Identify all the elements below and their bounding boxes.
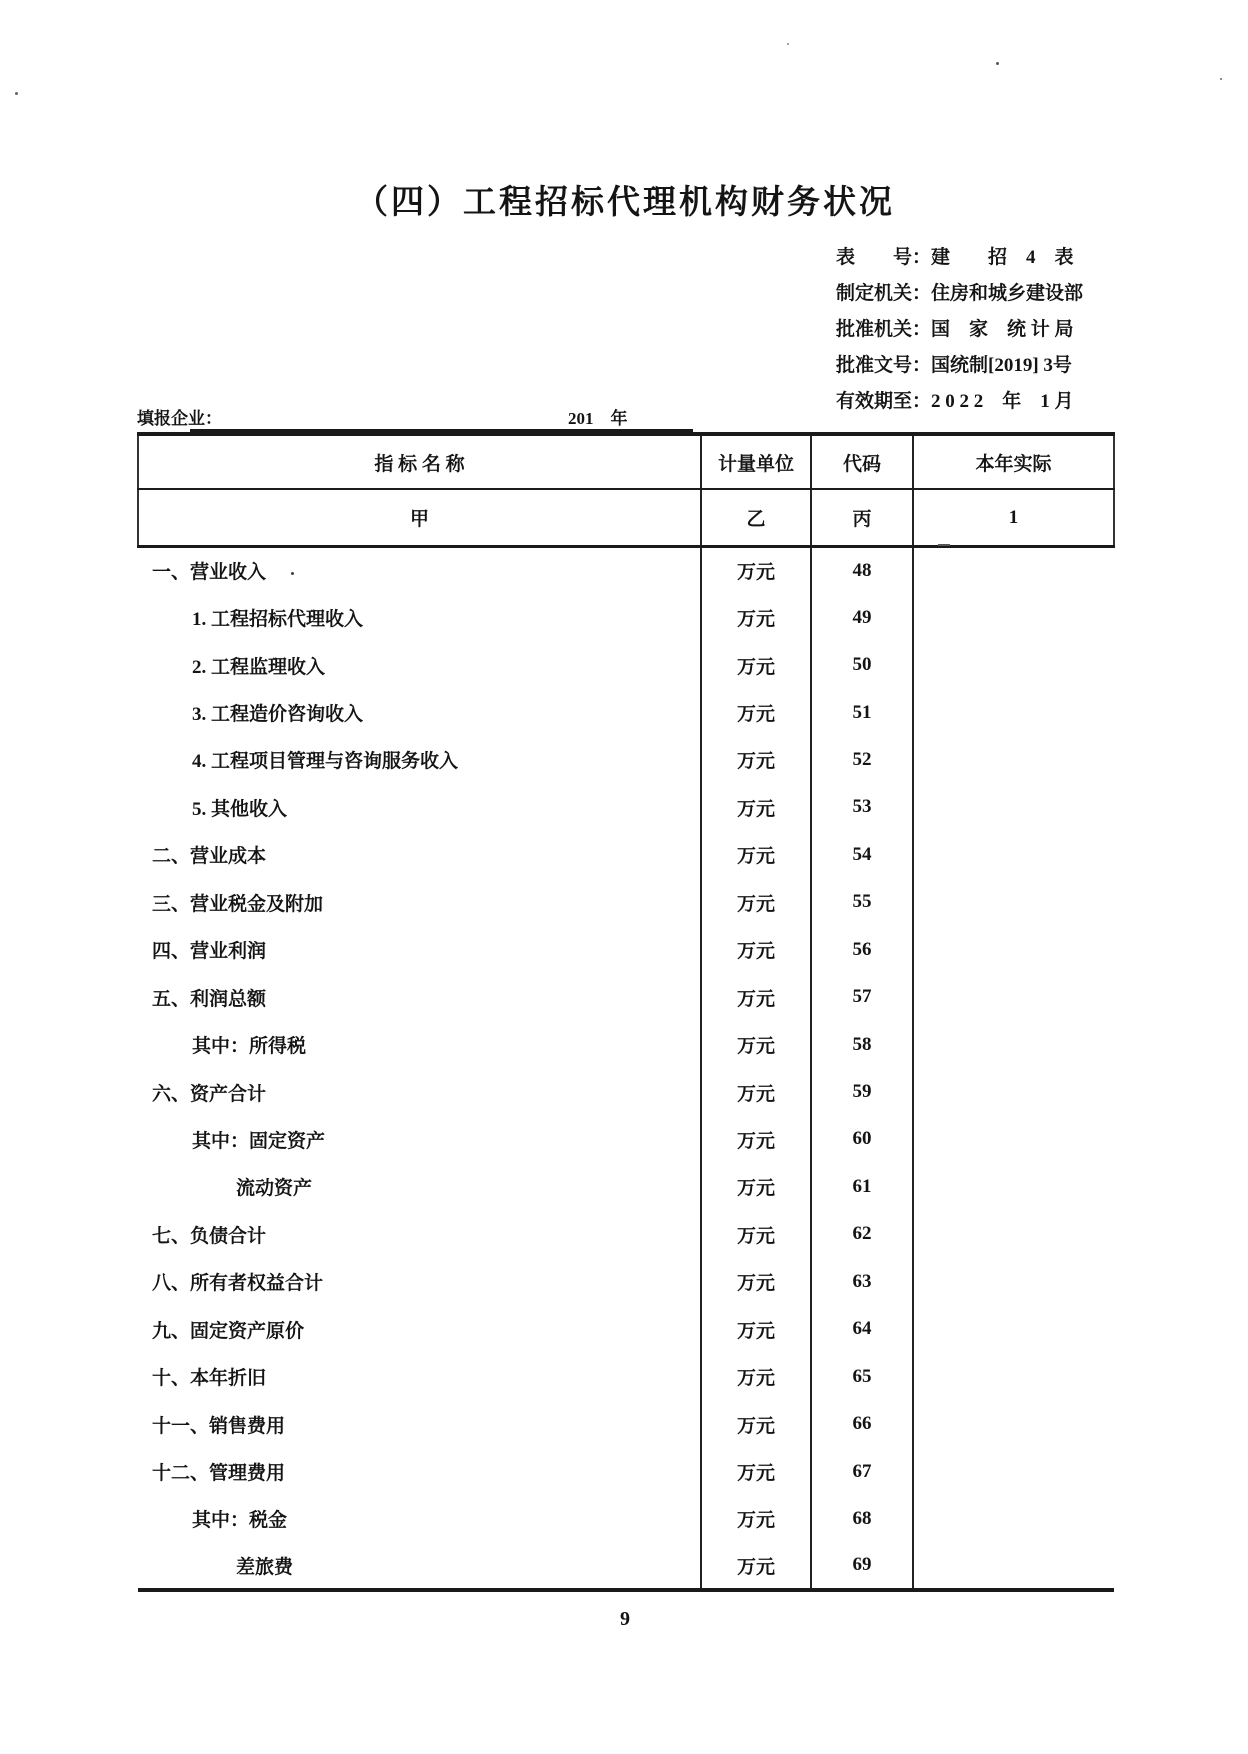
actual-value-cell (913, 594, 1114, 641)
indicator-cell: 十一、销售费用 (152, 1415, 286, 1437)
scan-speck (15, 92, 18, 95)
table-row (138, 689, 1114, 736)
indicator-cell: 八、所有者权益合计 (152, 1273, 324, 1295)
table-row (138, 1306, 1114, 1353)
table-row (138, 926, 1114, 973)
indicator-cell: 九、固定资产原价 (152, 1320, 305, 1342)
subheader-code: 丙 (811, 489, 913, 547)
scan-artifact-dash (938, 544, 950, 546)
col-header-indicator: 指 标 名 称 (138, 434, 701, 489)
code-cell: 53 (811, 784, 913, 831)
indicator-cell: 2. 工程监理收入 (192, 656, 326, 678)
unit-cell: 万元 (701, 1353, 811, 1400)
table-body (138, 547, 1114, 1591)
table-header-row (138, 434, 1114, 489)
unit-cell: 万元 (701, 1306, 811, 1353)
code-cell: 51 (811, 689, 913, 736)
actual-value-cell (913, 784, 1114, 831)
code-cell: 65 (811, 1353, 913, 1400)
actual-value-cell (913, 641, 1114, 688)
unit-cell: 万元 (701, 1021, 811, 1068)
actual-value-cell (913, 547, 1114, 594)
code-cell: 69 (811, 1543, 913, 1590)
table-row (138, 879, 1114, 926)
meta-line: 表 号：建 招 4 表 (836, 247, 1074, 268)
meta-line: 有效期至：2 0 2 2 年 1 月 (836, 391, 1074, 412)
code-cell: 54 (811, 831, 913, 878)
code-cell: 61 (811, 1163, 913, 1210)
table-row (138, 1163, 1114, 1210)
actual-value-cell (913, 736, 1114, 783)
table-row (138, 1400, 1114, 1447)
code-cell: 52 (811, 736, 913, 783)
unit-cell: 万元 (701, 973, 811, 1020)
code-cell: 60 (811, 1116, 913, 1163)
unit-cell: 万元 (701, 1163, 811, 1210)
actual-value-cell (913, 1163, 1114, 1210)
indicator-cell: 二、营业成本 (152, 846, 267, 868)
indicator-cell: 六、资产合计 (152, 1083, 267, 1105)
indicator-cell: 十二、管理费用 (152, 1463, 286, 1485)
form-meta-block (836, 240, 1126, 420)
actual-value-cell (913, 1495, 1114, 1542)
actual-value-cell (913, 879, 1114, 926)
actual-value-cell (913, 926, 1114, 973)
report-year: 201 年 (568, 409, 628, 428)
unit-cell: 万元 (701, 879, 811, 926)
indicator-cell: 其中：税金 (192, 1510, 288, 1532)
code-cell: 64 (811, 1306, 913, 1353)
indicator-cell: 十、本年折旧 (152, 1368, 267, 1390)
scan-speck (787, 43, 789, 45)
indicator-cell: 其中：所得税 (192, 1036, 307, 1058)
indicator-cell: 其中：固定资产 (192, 1130, 326, 1152)
subheader-actual: 1 (913, 489, 1114, 547)
code-cell: 67 (811, 1448, 913, 1495)
financial-status-table (137, 432, 1115, 1592)
indicator-cell: 差旅费 (236, 1556, 294, 1578)
unit-cell: 万元 (701, 831, 811, 878)
unit-cell: 万元 (701, 1258, 811, 1305)
code-cell: 68 (811, 1495, 913, 1542)
code-cell: 56 (811, 926, 913, 973)
indicator-cell: 5. 其他收入 (192, 798, 288, 820)
table-row (138, 1211, 1114, 1258)
table-row (138, 1258, 1114, 1305)
unit-cell: 万元 (701, 594, 811, 641)
unit-cell: 万元 (701, 1448, 811, 1495)
table-subheader-row (138, 489, 1114, 547)
unit-cell: 万元 (701, 1543, 811, 1590)
table-row (138, 1543, 1114, 1590)
actual-value-cell (913, 1448, 1114, 1495)
indicator-cell: 3. 工程造价咨询收入 (192, 704, 364, 726)
table-row (138, 831, 1114, 878)
unit-cell: 万元 (701, 1068, 811, 1115)
table-row (138, 1448, 1114, 1495)
code-cell: 63 (811, 1258, 913, 1305)
indicator-cell: 四、营业利润 (152, 941, 267, 963)
table-row (138, 547, 1114, 594)
scan-speck (996, 62, 999, 65)
actual-value-cell (913, 1211, 1114, 1258)
unit-cell: 万元 (701, 736, 811, 783)
actual-value-cell (913, 973, 1114, 1020)
indicator-cell: 流动资产 (236, 1178, 313, 1200)
code-cell: 55 (811, 879, 913, 926)
code-cell: 49 (811, 594, 913, 641)
indicator-cell: 4. 工程项目管理与咨询服务收入 (192, 751, 459, 773)
subheader-unit: 乙 (701, 489, 811, 547)
actual-value-cell (913, 1258, 1114, 1305)
indicator-cell: 三、营业税金及附加 (152, 893, 324, 915)
actual-value-cell (913, 1353, 1114, 1400)
unit-cell: 万元 (701, 1495, 811, 1542)
reporting-entity-label: 填报企业： (137, 409, 222, 428)
code-cell: 58 (811, 1021, 913, 1068)
code-cell: 66 (811, 1400, 913, 1447)
unit-cell: 万元 (701, 689, 811, 736)
page-number: 9 (620, 1608, 630, 1630)
unit-cell: 万元 (701, 1116, 811, 1163)
table-row (138, 1116, 1114, 1163)
actual-value-cell (913, 1400, 1114, 1447)
meta-line: 制定机关：住房和城乡建设部 (836, 283, 1084, 304)
unit-cell: 万元 (701, 1400, 811, 1447)
col-header-code: 代码 (811, 434, 913, 489)
indicator-cell: 1. 工程招标代理收入 (192, 609, 364, 631)
actual-value-cell (913, 689, 1114, 736)
indicator-cell: 一、营业收入 (152, 562, 267, 584)
indicator-cell: 七、负债合计 (152, 1225, 267, 1247)
table-row (138, 641, 1114, 688)
unit-cell: 万元 (701, 784, 811, 831)
col-header-unit: 计量单位 (701, 434, 811, 489)
actual-value-cell (913, 1543, 1114, 1590)
unit-cell: 万元 (701, 1211, 811, 1258)
scan-speck (1220, 78, 1222, 80)
scan-speck (291, 572, 294, 575)
table-row (138, 1495, 1114, 1542)
unit-cell: 万元 (701, 641, 811, 688)
code-cell: 48 (811, 547, 913, 594)
actual-value-cell (913, 831, 1114, 878)
actual-value-cell (913, 1306, 1114, 1353)
col-header-actual: 本年实际 (913, 434, 1114, 489)
code-cell: 57 (811, 973, 913, 1020)
meta-line: 批准机关：国 家 统 计 局 (836, 319, 1074, 340)
code-cell: 59 (811, 1068, 913, 1115)
unit-cell: 万元 (701, 547, 811, 594)
indicator-cell: 五、利润总额 (152, 988, 267, 1010)
meta-line: 批准文号：国统制[2019] 3号 (836, 355, 1072, 376)
table-row (138, 1068, 1114, 1115)
page-title: （四）工程招标代理机构财务状况 (355, 185, 895, 221)
actual-value-cell (913, 1116, 1114, 1163)
subheader-indicator: 甲 (138, 489, 701, 547)
table-row (138, 1353, 1114, 1400)
actual-value-cell (913, 1021, 1114, 1068)
table-row (138, 1021, 1114, 1068)
code-cell: 62 (811, 1211, 913, 1258)
table-row (138, 973, 1114, 1020)
unit-cell: 万元 (701, 926, 811, 973)
table-row (138, 736, 1114, 783)
table-row (138, 784, 1114, 831)
actual-value-cell (913, 1068, 1114, 1115)
code-cell: 50 (811, 641, 913, 688)
table-row (138, 594, 1114, 641)
